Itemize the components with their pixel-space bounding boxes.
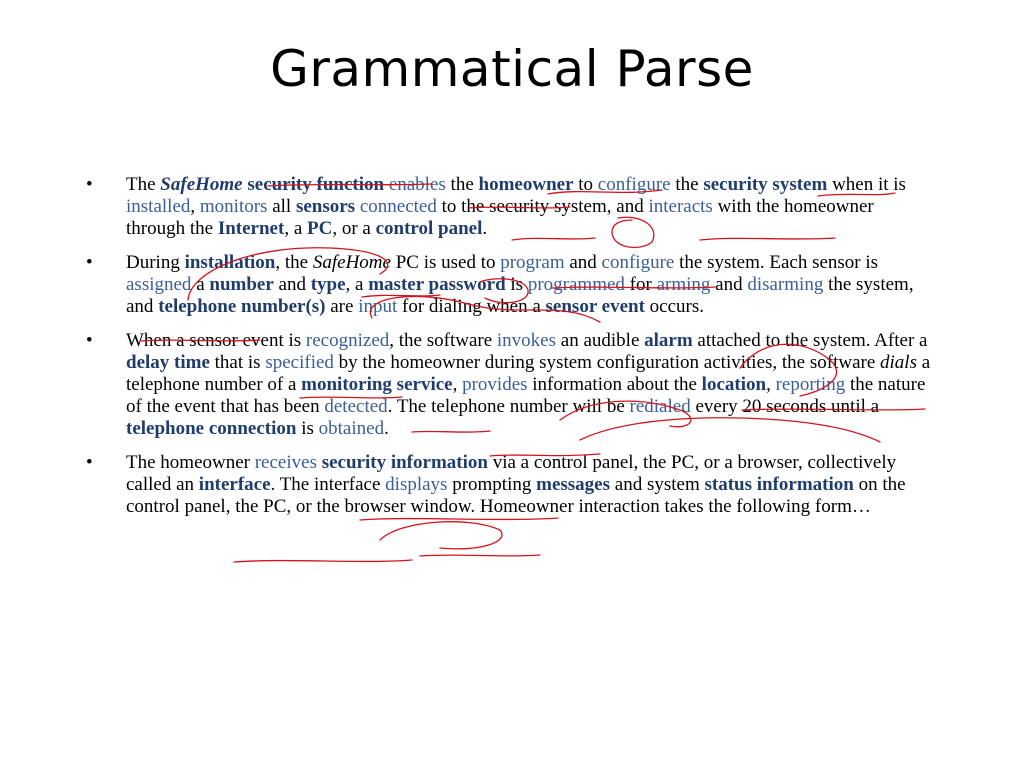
verb-phrase: configure	[597, 174, 671, 195]
text-run: a	[191, 274, 210, 295]
verb-phrase: provides	[462, 374, 528, 395]
verb-phrase: detected	[324, 396, 388, 417]
bullet-list	[86, 174, 936, 530]
ink-underline-status-information	[234, 560, 412, 562]
text-run: is	[296, 418, 319, 439]
verb-phrase: recognized	[305, 330, 390, 351]
text-run: with the homeowner through the	[126, 196, 874, 239]
text-run: ,	[766, 374, 776, 395]
text-run: , a	[345, 274, 369, 295]
bullet-text	[126, 174, 906, 239]
noun-phrase: telephone number(s)	[158, 296, 326, 317]
verb-phrase: receives	[254, 452, 317, 473]
verb-phrase: displays	[385, 474, 448, 495]
noun-phrase: security system	[703, 174, 828, 195]
noun-phrase: control panel	[375, 218, 483, 239]
text-run: a telephone number of a	[126, 352, 931, 395]
text-run: are	[325, 296, 359, 317]
text-run: , the	[275, 252, 313, 273]
text-run: the system, and	[126, 274, 914, 317]
verb-phrase: assigned	[126, 274, 192, 295]
bullet-text	[126, 452, 906, 517]
text-run: information about the	[527, 374, 702, 395]
bullet-item	[86, 452, 936, 518]
text-run: The homeowner	[126, 452, 255, 473]
verb-phrase: disarming	[747, 274, 824, 295]
bullet-item	[86, 174, 936, 240]
text-run: that is	[209, 352, 266, 373]
text-run: the system. Each sensor is	[674, 252, 879, 273]
bullet-icon: •	[86, 252, 93, 273]
verb-phrase: invokes	[496, 330, 557, 351]
bullet-item	[86, 330, 936, 440]
verb-phrase: enables	[388, 174, 446, 195]
text-run: is	[505, 274, 528, 295]
text-run: when it is	[827, 174, 906, 195]
noun-phrase: monitoring service	[301, 374, 453, 395]
text-run: by the homeowner during system configuration activities, the software	[333, 352, 881, 373]
verb-phrase: input	[358, 296, 398, 317]
text-run: for dialing when a	[397, 296, 546, 317]
text-run: via a control panel, the PC, or a browser, collectively called an	[126, 452, 897, 495]
text-run: attached to the system. After a	[692, 330, 928, 351]
verb-phrase: connected	[359, 196, 437, 217]
text-run: , or a	[332, 218, 376, 239]
bullet-icon: •	[86, 174, 93, 195]
noun-phrase: type	[310, 274, 346, 295]
verb-phrase: obtained	[318, 418, 385, 439]
noun-phrase: telephone connection	[126, 418, 297, 439]
text-run: occurs.	[644, 296, 705, 317]
verb-phrase: configure	[601, 252, 675, 273]
bullet-item	[86, 252, 936, 318]
noun-phrase: SafeHome	[160, 174, 243, 195]
text-run: the	[445, 174, 479, 195]
noun-phrase: homeowner	[478, 174, 574, 195]
bullet-text	[126, 330, 930, 439]
text-run: and	[273, 274, 311, 295]
text-run: and	[564, 252, 602, 273]
text-run: , a	[284, 218, 307, 239]
text-run: .	[384, 418, 389, 439]
slide-title: Grammatical Parse	[270, 40, 754, 98]
text-run: and	[710, 274, 748, 295]
ink-strike-control-panel-2	[420, 555, 540, 556]
noun-phrase: PC	[307, 218, 333, 239]
text-run: to	[573, 174, 598, 195]
noun-phrase: delay time	[126, 352, 210, 373]
bullet-icon: •	[86, 452, 93, 473]
text-run: .	[482, 218, 488, 239]
text-run: an audible	[556, 330, 645, 351]
text-run: , the software	[389, 330, 497, 351]
text-run: all	[267, 196, 296, 217]
verb-phrase: monitors	[199, 196, 268, 217]
noun-phrase: security function	[247, 174, 385, 195]
text-run: dials	[880, 352, 917, 373]
noun-phrase: Internet	[217, 218, 285, 239]
text-run: the	[670, 174, 704, 195]
noun-phrase: status information	[704, 474, 854, 495]
noun-phrase: messages	[536, 474, 611, 495]
text-run: When a sensor event is	[126, 330, 306, 351]
text-run: ,	[190, 196, 200, 217]
noun-phrase: sensors	[295, 196, 356, 217]
noun-phrase: alarm	[644, 330, 693, 351]
text-run: . The interface	[270, 474, 386, 495]
bullet-text	[126, 252, 914, 317]
text-run: prompting	[447, 474, 537, 495]
text-run: for	[624, 274, 657, 295]
noun-phrase: master password	[368, 274, 506, 295]
noun-phrase: number	[209, 274, 274, 295]
text-run: every 20 seconds until a	[690, 396, 880, 417]
noun-phrase: interface	[198, 474, 271, 495]
verb-phrase: reporting	[775, 374, 846, 395]
verb-phrase: redialed	[629, 396, 691, 417]
text-run: the nature of the event that has been	[126, 374, 926, 417]
text-run: . The telephone number will be	[387, 396, 630, 417]
text-run: to the security system, and	[436, 196, 649, 217]
noun-phrase: installation	[184, 252, 276, 273]
text-run: PC is used to	[390, 252, 501, 273]
verb-phrase: specified	[265, 352, 334, 373]
text-run: During	[126, 252, 185, 273]
noun-phrase: sensor event	[545, 296, 645, 317]
text-run: The	[126, 174, 161, 195]
text-run: on the control panel, the PC, or the browser window. Homeowner interaction takes the following form…	[126, 474, 906, 517]
verb-phrase: installed	[126, 196, 191, 217]
verb-phrase: interacts	[648, 196, 713, 217]
text-run: and system	[610, 474, 705, 495]
verb-phrase: program	[500, 252, 565, 273]
noun-phrase: security information	[321, 452, 488, 473]
verb-phrase: arming	[656, 274, 711, 295]
verb-phrase: programmed	[527, 274, 625, 295]
bullet-icon: •	[86, 330, 93, 351]
noun-phrase: location	[701, 374, 767, 395]
text-run: SafeHome	[312, 252, 391, 273]
text-run: ,	[452, 374, 463, 395]
